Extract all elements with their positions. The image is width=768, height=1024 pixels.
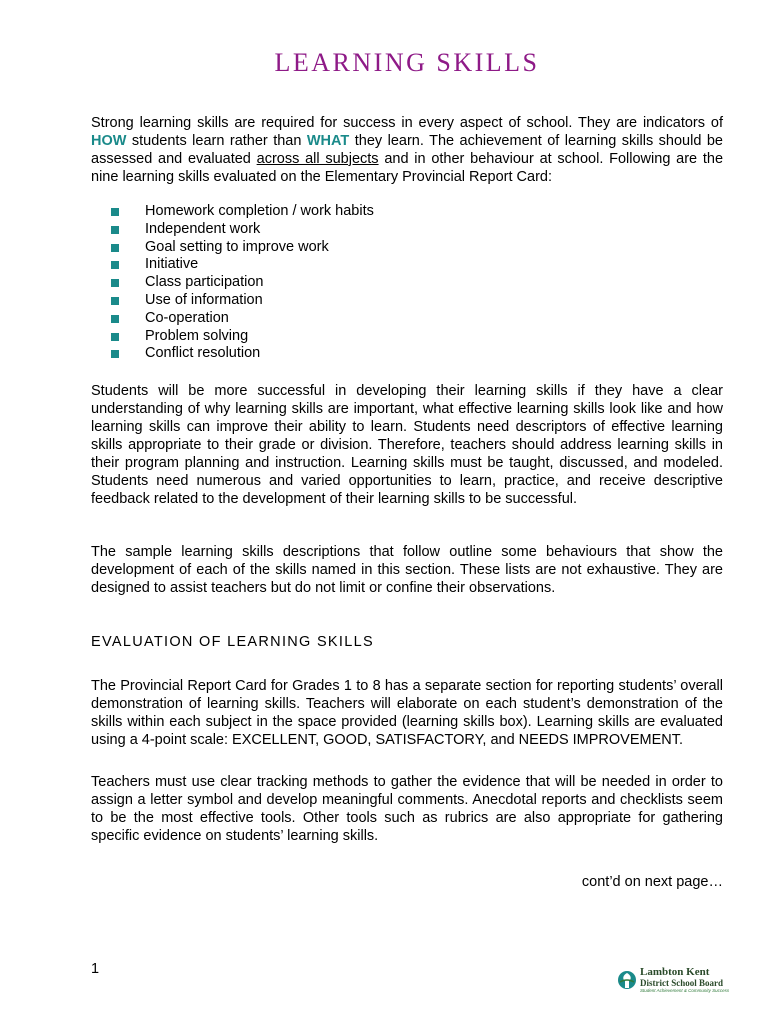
logo-tagline: Student Achievement & Community Success xyxy=(640,987,730,993)
body-paragraph: The Provincial Report Card for Grades 1 to 8 has a separate section for reporting students’ overall demonstration of learning skills. Teachers will elaborate on each student’s demonstration of the skills within each subject in the space provided (learning skills box). Learning skills are evaluated using a 4-point scale: EXCELLENT, GOOD, SATISFACTORY, and NEEDS IMPROVEMENT. xyxy=(91,678,723,748)
logo-name: Lambton Kent xyxy=(640,965,710,978)
square-bullet-icon xyxy=(111,244,119,252)
underlined-phrase: across all subjects xyxy=(256,151,379,167)
school-board-logo xyxy=(617,963,730,997)
square-bullet-icon xyxy=(111,226,119,234)
square-bullet-icon xyxy=(111,333,119,341)
body-paragraph: The sample learning skills descriptions that follow outline some behaviours that show the development of each of the skills named in this section. These lists are not exhaustive. They are designed to assist teachers but do not limit or confine their observations. xyxy=(91,544,723,596)
square-bullet-icon xyxy=(111,315,119,323)
square-bullet-icon xyxy=(111,208,119,216)
list-item: Goal setting to improve work xyxy=(91,239,374,257)
section-heading: EVALUATION OF LEARNING SKILLS xyxy=(91,634,374,650)
list-item: Initiative xyxy=(91,256,374,274)
list-item: Class participation xyxy=(91,274,374,292)
square-bullet-icon xyxy=(111,279,119,287)
list-item: Homework completion / work habits xyxy=(91,203,374,221)
intro-paragraph: Strong learning skills are required for success in every aspect of school. They are indicators of HOW students learn rather than WHAT they learn. The achievement of learning skills should be assessed and evaluated across all subjects and in other behaviour at school. Following are the nine learning skills evaluated on the Elementary Provincial Report Card: xyxy=(91,115,724,185)
square-bullet-icon xyxy=(111,297,119,305)
list-item: Co-operation xyxy=(91,310,374,328)
list-item: Conflict resolution xyxy=(91,345,374,363)
page-number: 1 xyxy=(91,961,100,977)
body-paragraph: Teachers must use clear tracking methods to gather the evidence that will be needed in order to assign a letter symbol and develop meaningful comments. Anecdotal reports and checklists seem to be the most effective tools. Other tools such as rubrics are also appropriate for gathering specific evidence on students’ learning skills. xyxy=(91,774,723,844)
square-bullet-icon xyxy=(111,261,119,269)
list-item: Use of information xyxy=(91,292,374,310)
continued-note: cont’d on next page… xyxy=(581,874,723,890)
logo-subname: District School Board xyxy=(640,977,723,988)
square-bullet-icon xyxy=(111,350,119,358)
list-item: Independent work xyxy=(91,221,374,239)
body-paragraph: Students will be more successful in developing their learning skills if they have a clear understanding of why learning skills are important, what effective learning skills look like and how learning skills can improve their ability to learn. Students need descriptors of effective learning skills appropriate to their grade or division. Therefore, teachers should address learning skills in their program planning and instruction. Learning skills must be taught, discussed, and modeled. Students need numerous and varied opportunities to learn, practice, and receive descriptive feedback related to the development of their learning skills to be successful. xyxy=(91,383,723,507)
list-item: Problem solving xyxy=(91,328,374,346)
page-title: LEARNING SKILLS xyxy=(274,48,540,77)
tree-globe-icon xyxy=(617,968,637,992)
emphasis-how: HOW xyxy=(91,133,127,149)
emphasis-what: WHAT xyxy=(306,133,350,149)
skills-list xyxy=(91,203,374,363)
